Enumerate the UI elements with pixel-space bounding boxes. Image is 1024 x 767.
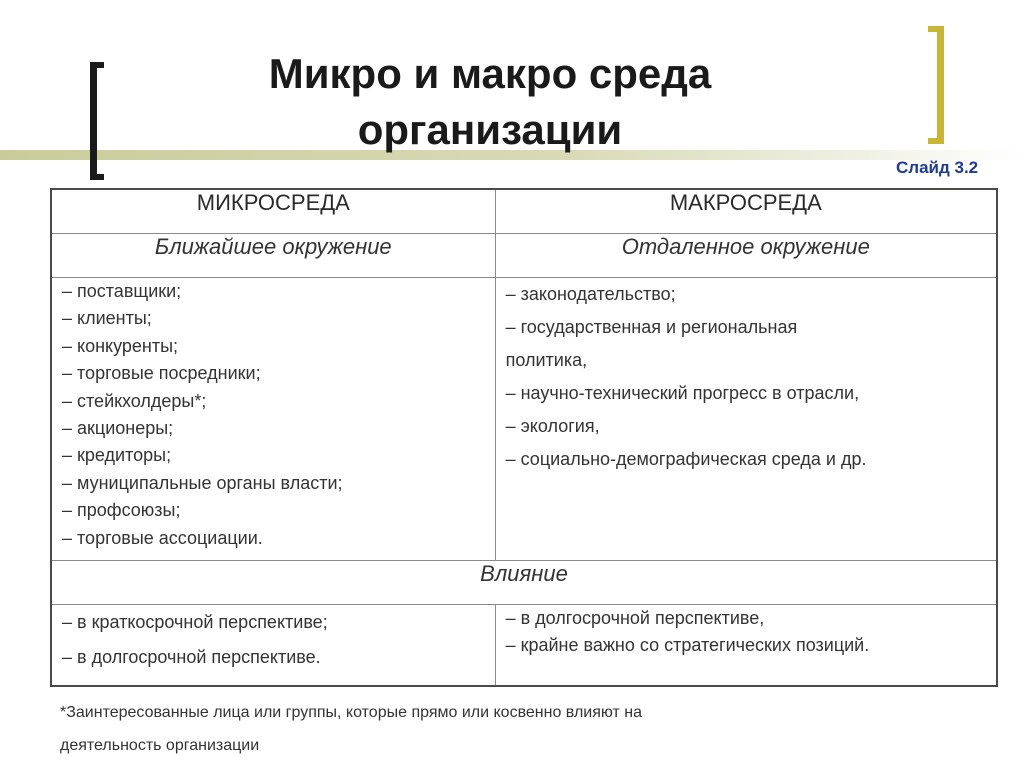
list-item: – кредиторы;: [62, 445, 172, 466]
slide-title-line-1: Микро и макро среда: [268, 50, 712, 97]
table-row-factors: [51, 278, 997, 561]
footnote-line-2: деятельность организации: [60, 737, 260, 754]
list-item: – научно-технический прогресс в отрасли,: [505, 383, 860, 403]
left-bracket-decoration: [90, 62, 104, 180]
list-item: – стейкхолдеры*;: [62, 390, 207, 411]
table-influence-row: [51, 605, 997, 687]
list-item: – в долгосрочной перспективе.: [62, 647, 321, 667]
list-item: – торговые посредники;: [62, 363, 261, 384]
header-macro: МАКРОСРЕДА: [495, 189, 997, 234]
table-influence-header-row: [51, 561, 997, 605]
list-item: – социально-демографическая среда и др.: [505, 449, 867, 469]
macro-influence-list: [495, 605, 997, 687]
list-item: – муниципальные органы власти;: [62, 472, 343, 493]
table-header-row: [51, 189, 997, 234]
list-item: – в долгосрочной перспективе,: [505, 608, 765, 628]
footnote-line-1: *Заинтересованные лица или группы, которые прямо или косвенно влияют на: [60, 704, 643, 721]
list-item: – профсоюзы;: [62, 500, 181, 521]
list-item: – государственная и региональная: [505, 317, 798, 337]
list-item: – поставщики;: [62, 281, 182, 301]
list-item: – акционеры;: [62, 418, 174, 439]
list-item: – конкуренты;: [62, 335, 179, 356]
subheader-macro: Отдаленное окружение: [495, 234, 997, 278]
list-item: политика,: [505, 350, 588, 370]
micro-factors-list: [51, 278, 495, 561]
micro-influence-list: [51, 605, 495, 687]
subheader-micro: Ближайшее окружение: [51, 234, 495, 278]
footnote: [60, 696, 860, 762]
list-item: – в краткосрочной перспективе;: [62, 612, 328, 632]
influence-header: Влияние: [51, 561, 997, 605]
list-item: – экология,: [505, 416, 600, 436]
header-micro: МИКРОСРЕДА: [51, 189, 495, 234]
macro-factors-list: [495, 278, 997, 561]
right-bracket-decoration: [928, 26, 944, 144]
list-item: – крайне важно со стратегических позиций.: [505, 635, 870, 655]
slide-title: [180, 46, 800, 158]
list-item: – торговые ассоциации.: [62, 527, 263, 548]
comparison-table: [50, 188, 998, 687]
slide-number: Слайд 3.2: [896, 158, 979, 177]
table-subheader-row: [51, 234, 997, 278]
slide-title-line-2: организации: [357, 106, 623, 153]
list-item: – законодательство;: [505, 284, 676, 304]
list-item: – клиенты;: [62, 308, 152, 329]
